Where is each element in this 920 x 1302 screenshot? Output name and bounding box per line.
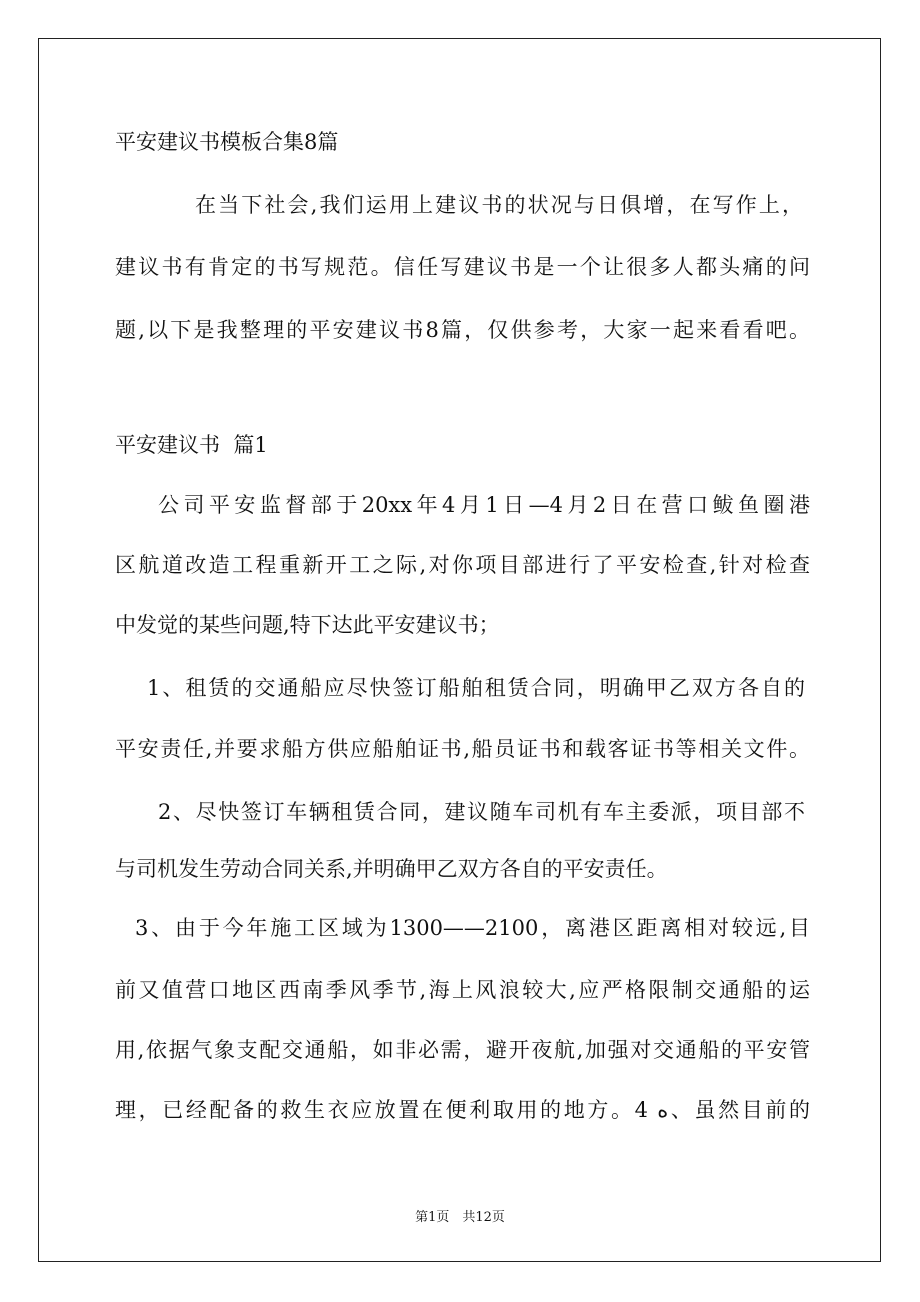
body-line: 平安责任,并要求船方供应船舶证书,船员证书和载客证书等相关文件。 [115,737,810,761]
body-line: 2、尽快签订车辆租赁合同，建议随车司机有车主委派，项目部不 [158,800,805,824]
intro-line: 在当下社会,我们运用上建议书的状况与日俱增，在写作上， [195,193,803,217]
body-line: 与司机发生劳动合同关系,并明确甲乙双方各自的平安责任。 [115,857,668,881]
body-line: 用,依据气象支配交通船，如非必需，避开夜航,加强对交通船的平安管 [115,1038,810,1062]
body-line: 1、租赁的交通船应尽快签订船舶租赁合同，明确甲乙双方各自的 [147,676,805,700]
intro-line: 建议书有肯定的书写规范。信任写建议书是一个让很多人都头痛的问 [115,255,810,279]
page-border [38,38,881,1262]
body-line: 区航道改造工程重新开工之际,对你项目部进行了平安检查,针对检查 [115,553,810,577]
body-line: 公司平安监督部于20xx年4月1日—4月2日在营口鲅鱼圈港 [158,493,810,517]
document-title: 平安建议书模板合集8篇 [115,130,339,154]
section-heading: 平安建议书 篇1 [115,433,268,457]
body-line: 3、由于今年施工区域为1300——2100，离港区距离相对较远,目 [135,916,810,940]
intro-line: 题,以下是我整理的平安建议书8篇，仅供参考，大家一起来看看吧。 [115,318,810,342]
body-line: 前又值营口地区西南季风季节,海上风浪较大,应严格限制交通船的运 [115,978,810,1002]
body-line: 中发觉的某些问题,特下达此平安建议书； [115,613,500,637]
body-line: 理，已经配备的救生衣应放置在便利取用的地方。4 ه、虽然目前的 [115,1098,810,1122]
page-footer: 第1页 共12页 [415,1210,505,1225]
